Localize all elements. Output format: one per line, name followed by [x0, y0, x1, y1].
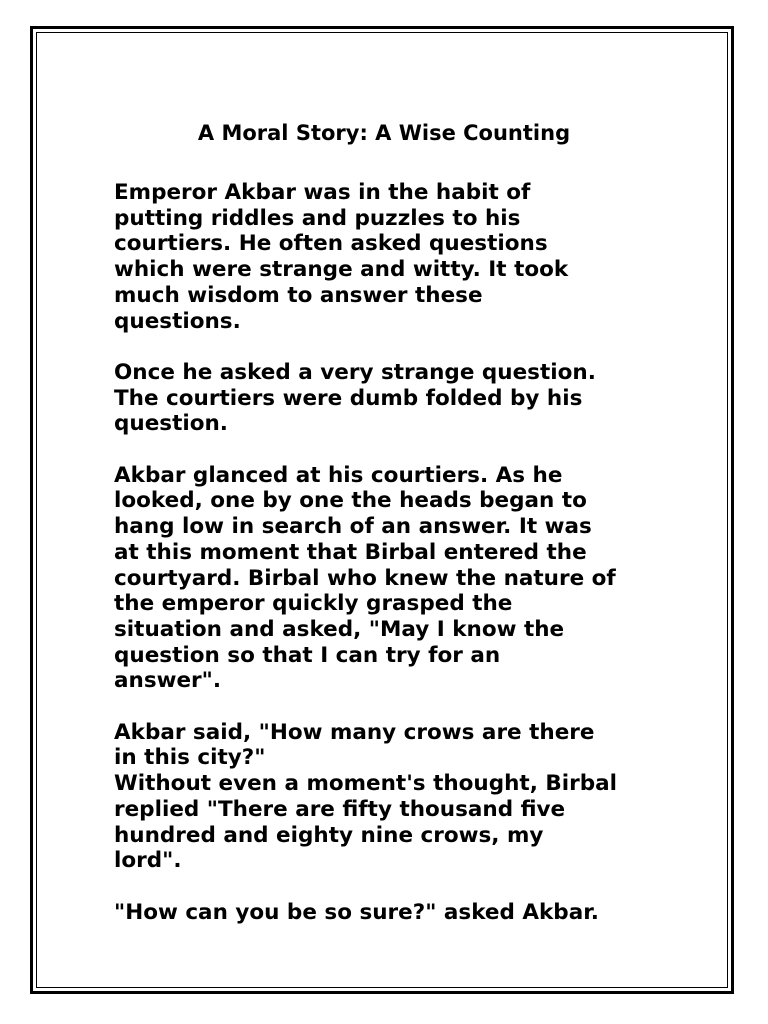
paragraph-2 [114, 360, 714, 437]
text-line: Akbar glanced at his courtiers. As he [114, 462, 563, 488]
text-line: Without even a moment's thought, Birbal [114, 771, 617, 797]
text-line: answer". [114, 668, 222, 694]
text-line: Emperor Akbar was in the habit of [114, 180, 531, 205]
text-line: hundred and eighty nine crows, my [114, 822, 544, 848]
text-line: Once he asked a very strange question. [114, 359, 596, 385]
text-line: questions. [114, 308, 241, 334]
text-line: the emperor quickly grasped the [114, 591, 513, 617]
text-line: "How can you be so sure?" asked Akbar. [114, 899, 599, 925]
text-line: at this moment that Birbal entered the [114, 539, 587, 565]
text-line: Akbar said, "How many crows are there [114, 719, 595, 745]
paragraph-3 [114, 463, 714, 694]
text-line: courtyard. Birbal who knew the nature of [114, 565, 616, 591]
text-line: replied "There are fifty thousand five [114, 796, 566, 822]
text-line: question. [114, 411, 228, 437]
text-line: which were strange and witty. It took [114, 257, 569, 283]
text-line: The courtiers were dumb folded by his [114, 385, 583, 411]
story-body [114, 180, 714, 951]
text-line: courtiers. He often asked questions [114, 231, 548, 257]
paragraph-4 [114, 720, 714, 874]
text-line: putting riddles and puzzles to his [114, 205, 521, 231]
text-line: situation and asked, "May I know the [114, 616, 565, 642]
text-line: in this city?" [114, 745, 266, 771]
text-line: hang low in search of an answer. It was [114, 514, 592, 540]
text-line: question so that I can try for an [114, 642, 501, 668]
story-title: A Moral Story: A Wise Counting [197, 121, 571, 145]
text-line: much wisdom to answer these [114, 282, 483, 308]
text-line: looked, one by one the heads began to [114, 488, 587, 514]
paragraph-5 [114, 900, 714, 926]
paragraph-1 [114, 180, 714, 334]
text-line: lord". [114, 848, 182, 874]
